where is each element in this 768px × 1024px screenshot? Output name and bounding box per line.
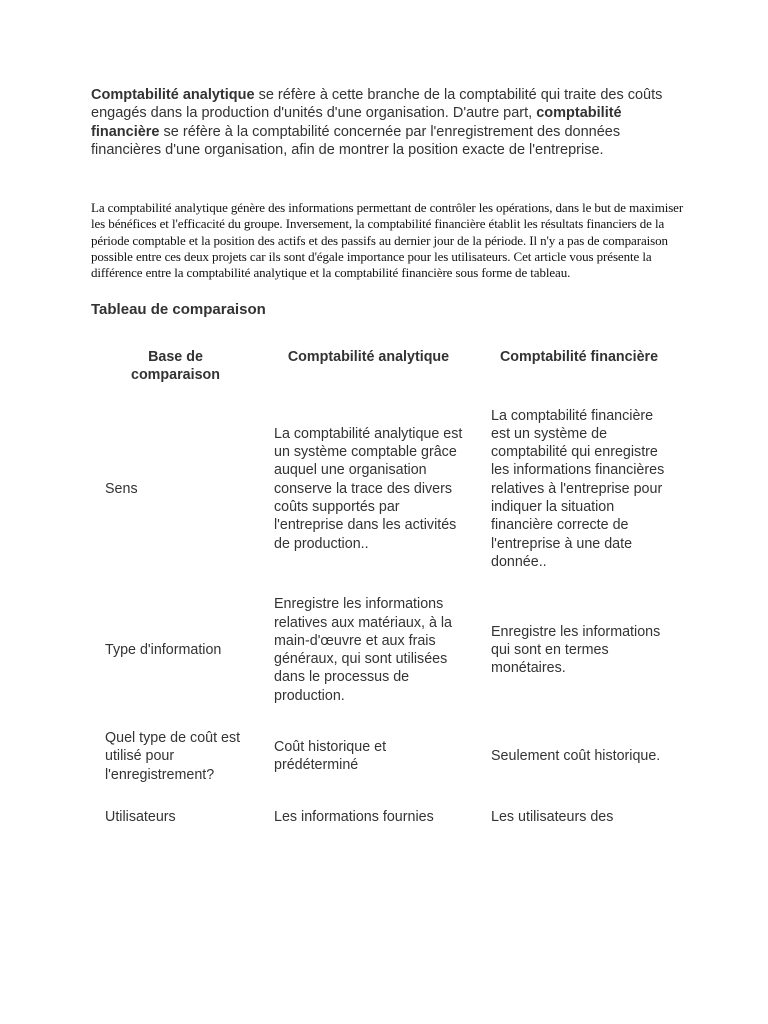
term-comptabilite-analytique: Comptabilité analytique	[91, 87, 255, 103]
cell-analytique: La comptabilité analytique est un système comptable grâce auquel une organisation conserve la trace des divers coûts supportés par l'entreprise dans les activités de production..	[274, 425, 463, 552]
table-row	[91, 717, 681, 796]
header-base-de-comparaison: Base de comparaison	[131, 349, 220, 384]
cell-analytique: Les informations fournies	[274, 808, 434, 825]
cell-basis: Sens	[105, 480, 138, 497]
cell-basis: Quel type de coût est utilisé pour l'enregistrement?	[105, 730, 241, 783]
cell-basis: Type d'information	[105, 642, 222, 658]
cell-analytique: Coût historique et prédéterminé	[274, 739, 387, 774]
header-comptabilite-analytique: Comptabilité analytique	[287, 349, 450, 365]
header-comptabilite-financiere: Comptabilité financière	[499, 349, 659, 365]
table-header-row	[91, 338, 681, 395]
table-row	[91, 395, 681, 584]
term-comptabilite-financiere: comptabilité financière	[91, 105, 622, 140]
cell-analytique: Enregistre les informations relatives aux matériaux, à la main-d'œuvre et aux frais généraux, qui sont utilisées dans le processus de production.	[274, 596, 452, 704]
intro-paragraph	[91, 86, 691, 159]
cell-financiere: Seulement coût historique.	[491, 748, 661, 765]
intro-text-2: se réfère à la comptabilité concernée par l'enregistrement des données financières d'une organisation, afin de montrer la position exacte de l'entreprise.	[91, 123, 621, 158]
cell-financiere: Enregistre les informations qui sont en termes monétaires.	[491, 623, 661, 677]
table-row	[91, 796, 681, 838]
cell-financiere: Les utilisateurs des	[491, 808, 614, 825]
cell-financiere: La comptabilité financière est un système de comptabilité qui enregistre les informations financières relatives à l'entreprise pour indiquer la situation financière correcte de l'entreprise à une date donnée..	[491, 407, 665, 570]
cell-basis: Utilisateurs	[105, 808, 176, 825]
table-title: Tableau de comparaison	[91, 301, 266, 318]
table-row	[91, 583, 681, 717]
summary-paragraph: La comptabilité analytique génère des informations permettant de contrôler les opérations, dans le but de maximiser les bénéfices et l'efficacité du groupe. Inversement, la comptabilité financière établit les résultats financiers de la période comptable et la position des actifs et des passifs au dernier jour de la période. Il n'y a pas de comparaison possible entre ces deux projets car ils sont d'égale importance pour les utilisateurs. Cet article vous présente la différence entre la comptabilité analytique et la comptabilité financière sous forme de tableau.	[91, 200, 684, 281]
intro-text-1: se réfère à cette branche de la comptabilité qui traite des coûts engagés dans la production d'unités d'une organisation. D'autre part,	[91, 87, 663, 122]
comparison-table	[91, 338, 681, 838]
